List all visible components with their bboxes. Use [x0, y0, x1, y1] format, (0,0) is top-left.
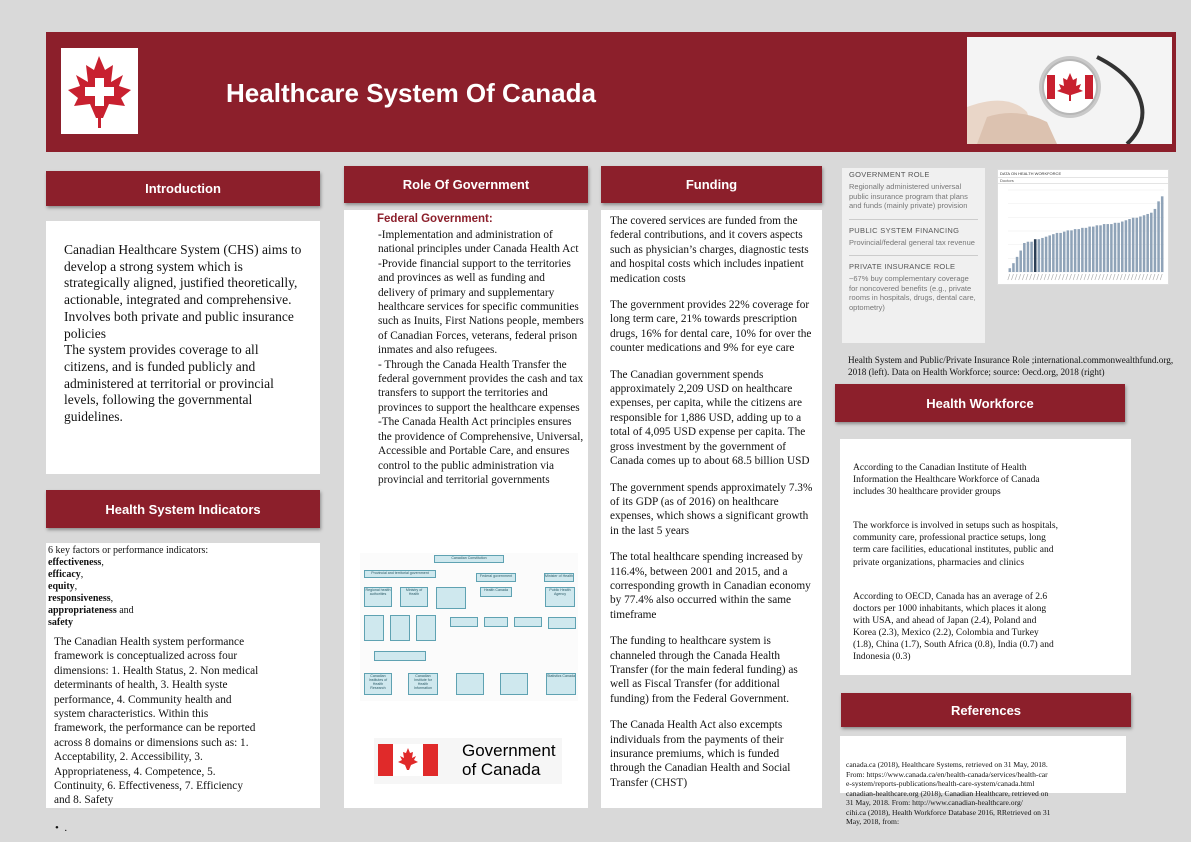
factor-item: appropriateness and: [48, 605, 134, 616]
org-chart-node: Federal government: [476, 573, 516, 582]
chart-bar[interactable]: [1161, 196, 1164, 272]
funding-paragraph: The government provides 22% coverage for long term care, 21% towards prescription drugs, 16% for dental care, 10% for over the counter medications and 9% for eye care: [610, 299, 812, 355]
government-of-canada-logo: [374, 738, 562, 784]
chart-tick-label: [1095, 274, 1097, 280]
funding-paragraph: The Canada Health Act also excempts individuals from the payments of their insurance premiums, which is funded through the Canadian Health and Social Transfer (CHST): [610, 719, 791, 789]
indicators-text: The Canadian Health system performance framework is conceptualized across four dimensions: 1. Health Status, 2. Non medical determinants of health, 3. Health syste performance, 4. Community health and system characteristics. Within this framework, the performance can be reported across 8 domains or dimensions such as: 1. Acceptability, 2. Accessibility, 3. Appropriateness, 4. Competence, 5. Continuity, 6. Effectiveness, 7. Efficiency and 8. Safety: [54, 636, 259, 807]
government-logo-text-1: Government: [462, 741, 556, 760]
chart-bar[interactable]: [1106, 224, 1109, 272]
government-item: -The Canada Health Act principles ensures the providence of Comprehensive, Universal, Accessible and Portable Care, and ensures control to the public administration via provincial and territorial governments: [378, 416, 584, 486]
chart-tick-label: [1091, 274, 1093, 280]
government-item: -Implementation and administration of national principles under Canada Health Act: [378, 229, 579, 256]
workforce-chart-title: DATA ON HEALTH WORKFORCE: [1000, 171, 1062, 176]
chart-tick-label: [1077, 274, 1079, 280]
chart-tick-label: [1099, 274, 1101, 280]
funding-text: [610, 214, 816, 790]
chart-bar[interactable]: [1056, 233, 1059, 272]
factor-item: efficacy,: [48, 569, 84, 580]
funding-paragraph: The Canadian government spends approximately 2,209 USD on healthcare expenses, per capita, while the citizens are responsible for 1,886 USD, adding up to a total of 4,095 USD expense per capita. The gross investment by the government of Canada comes up to about 68.5 billion USD: [610, 368, 810, 468]
org-chart-node: [456, 673, 484, 695]
chart-tick-label: [1160, 274, 1162, 280]
chart-bar[interactable]: [1070, 230, 1073, 272]
workforce-paragraph: According to the Canadian Institute of Health Information the Healthcare Workforce of Canada includes 30 healthcare provider groups: [853, 463, 1040, 498]
org-chart-node: [374, 651, 426, 661]
page-title: Healthcare System Of Canada: [226, 78, 596, 108]
org-chart-node: Canadian Institutes of Health Research: [364, 673, 392, 695]
role-block-title: PUBLIC SYSTEM FINANCING: [849, 225, 960, 235]
chart-tick-label: [1117, 274, 1119, 280]
chart-bar[interactable]: [1128, 219, 1131, 272]
chart-tick-label: [1026, 274, 1028, 280]
chart-tick-label: [1037, 274, 1039, 280]
reference-item: canadian-healthcare.org (2018), Canadian Healthcare, retrieved on 31 May, 2018. From: http://www.canadian-healthcare.org/: [846, 788, 1049, 807]
workforce-heading: Health Workforce: [835, 384, 1125, 422]
reference-item: canada.ca (2018), Healthcare Systems, retrieved on 31 May, 2018. From: https://www.canada.ca/en/health-canada/services/health-care-system/reports-publications/health-care-system/canada.html: [846, 760, 1048, 788]
chart-tick-label: [1022, 274, 1024, 280]
chart-bar[interactable]: [1099, 225, 1102, 272]
role-block-title: GOVERNMENT ROLE: [849, 170, 930, 179]
chart-bar[interactable]: [1114, 223, 1117, 272]
role-block-text: Provincial/federal general tax revenue: [849, 237, 975, 247]
government-item: - Through the Canada Health Transfer the federal government provides the cash and tax transfers to support the territories and provinces to support the healthcare expenses: [378, 358, 584, 414]
org-chart-node: [514, 617, 542, 627]
workforce-paragraph: The workforce is involved in setups such as hospitals, community care, professional practice setups, long term care facilities, educational institutes, public and private organizations, pharmacies and clinics: [853, 521, 1059, 568]
chart-bar[interactable]: [1052, 234, 1055, 272]
chart-bar[interactable]: [1117, 223, 1120, 272]
chart-tick-label: [1131, 274, 1133, 280]
chart-bar[interactable]: [1034, 239, 1037, 272]
workforce-chart-panel: [997, 169, 1169, 285]
role-block-title: PRIVATE INSURANCE ROLE: [849, 262, 956, 271]
funding-heading: Funding: [601, 166, 822, 203]
org-chart: [360, 553, 578, 701]
doctor-stethoscope-canada-flag-icon: [967, 37, 1172, 144]
funding-paragraph: The covered services are funded from the federal contributions, and it covers aspects such as physician’s charges, diagnostic tests and hospital costs which includes inpatient medication costs: [610, 215, 809, 285]
government-heading: Role Of Government: [344, 166, 588, 203]
chart-tick-label: [1109, 274, 1111, 280]
chart-tick-label: [1146, 274, 1148, 280]
chart-tick-label: [1033, 274, 1035, 280]
introduction-text-2: Involves both private and public insurance policies: [64, 308, 294, 341]
chart-bar[interactable]: [1088, 227, 1091, 272]
chart-tick-label: [1030, 274, 1032, 280]
indicators-panel: [46, 543, 320, 808]
chart-bar[interactable]: [1023, 243, 1026, 272]
chart-tick-label: [1069, 274, 1071, 280]
chart-tick-label: [1102, 274, 1104, 280]
chart-bar[interactable]: [1063, 232, 1066, 272]
workforce-panel: [840, 439, 1131, 675]
chart-tick-label: [1044, 274, 1046, 280]
chart-tick-label: [1040, 274, 1042, 280]
chart-tick-label: [1088, 274, 1090, 280]
reference-item: cihi.ca (2018), Health Workforce Database 2016, RRetrieved on 31 May, 2018, from:: [846, 807, 1051, 826]
org-chart-node: [484, 617, 508, 627]
indicators-bullet: • .: [55, 822, 68, 834]
chart-bar[interactable]: [1146, 214, 1149, 272]
chart-tick-label: [1124, 274, 1126, 280]
chart-bar[interactable]: [1041, 238, 1044, 272]
chart-bar[interactable]: [1150, 213, 1153, 272]
funding-paragraph: The government spends approximately 7.3% of its GDP (as of 2016) on healthcare expenses, which shows a significant growth in the last 5 years: [610, 481, 813, 537]
org-chart-node: Minister of Health: [544, 573, 574, 582]
chart-bar[interactable]: [1019, 251, 1022, 272]
indicators-intro: 6 key factors or performance indicators:: [48, 545, 209, 556]
government-logo-text-2: of Canada: [462, 760, 541, 779]
org-chart-node: [416, 615, 436, 641]
chart-tick-label: [1135, 274, 1137, 280]
government-item: -Provide financial support to the territories and provinces as well as funding and delivery of primary and supplementary healthcare services for specific communities such as Inuits, First Nations people, members of Canadian Forces, veterans, federal prison inmates and also refugees.: [378, 257, 584, 357]
factor-item: responsiveness,: [48, 593, 114, 604]
government-items: [378, 228, 584, 487]
chart-bar[interactable]: [1048, 235, 1051, 272]
chart-tick-label: [1008, 274, 1010, 280]
chart-bar[interactable]: [1059, 233, 1062, 272]
chart-bar[interactable]: [1081, 228, 1084, 272]
chart-tick-label: [1138, 274, 1140, 280]
org-chart-node: Canadian Institute for Health Information: [408, 673, 438, 695]
chart-bar[interactable]: [1139, 216, 1142, 272]
chart-tick-label: [1084, 274, 1086, 280]
org-chart-node: Regional health authorities: [364, 587, 392, 607]
chart-tick-label: [1149, 274, 1151, 280]
chart-bar[interactable]: [1092, 227, 1095, 272]
chart-bar[interactable]: [1121, 222, 1124, 272]
chart-bar[interactable]: [1132, 218, 1135, 272]
org-chart-top: Canadian Constitution: [434, 555, 504, 563]
chart-bar[interactable]: [1096, 225, 1099, 272]
chart-tick-label: [1128, 274, 1130, 280]
chart-bar[interactable]: [1074, 229, 1077, 272]
chart-tick-label: [1120, 274, 1122, 280]
chart-tick-label: [1015, 274, 1017, 280]
chart-tick-label: [1106, 274, 1108, 280]
funding-paragraph: The total healthcare spending increased by 116.4%, between 2001 and 2015, and a corresponding growth in Canadian economy by 77.4% also occurred within the same timeframe: [610, 551, 811, 621]
role-block-text: Regionally administered universal public insurance program that plans and funds (mainly private) provision: [849, 182, 968, 210]
references-list: [846, 760, 1051, 842]
introduction-heading: Introduction: [46, 171, 320, 206]
org-chart-node: Health Canada: [480, 587, 512, 597]
chart-tick-label: [1011, 274, 1013, 280]
org-chart-node: [500, 673, 528, 695]
org-chart-node: Provincial and territorial government: [364, 570, 436, 578]
chart-bar[interactable]: [1103, 224, 1106, 272]
org-chart-node: [390, 615, 410, 641]
chart-bar[interactable]: [1143, 215, 1146, 272]
chart-bar[interactable]: [1030, 242, 1033, 272]
canada-flag-icon: [378, 744, 438, 776]
chart-bar[interactable]: [1038, 239, 1041, 272]
chart-tick-label: [1142, 274, 1144, 280]
role-block-text: ~67% buy complementary coverage for noncovered benefits (e.g., private rooms in hospitals, drugs, dental care, optometry): [849, 274, 976, 312]
introduction-text-3: The system provides coverage to all citizens, and is funded publicly and administered at territorial or provincial levels, following the governmental guidelines.: [64, 342, 274, 425]
workforce-paragraph: According to OECD, Canada has an average of 2.6 doctors per 1000 inhabitants, which places it along with USA, and ahead of Japan (2.4), Poland and Korea (2.3), Mexico (2.2), Colombia and Turkey (1.8), China (1.7), South Africa (0.8), India (0.7) and Indonesia (0.3): [853, 591, 1054, 663]
introduction-panel: [46, 221, 320, 474]
chart-bar[interactable]: [1157, 201, 1160, 272]
org-chart-node: [436, 587, 466, 609]
figures-caption: Health System and Public/Private Insurance Role ;international.commonwealthfund.org, 2018 (left). Data on Health Workforce; source: Oecd.org, 2018 (right): [848, 355, 1174, 377]
chart-bar[interactable]: [1009, 268, 1012, 272]
chart-tick-label: [1051, 274, 1053, 280]
chart-bar[interactable]: [1067, 230, 1070, 272]
workforce-chart-toolbar: Doctors: [998, 177, 1168, 184]
chart-tick-label: [1113, 274, 1115, 280]
chart-bar[interactable]: [1016, 257, 1019, 272]
chart-bar[interactable]: [1154, 209, 1157, 272]
header-bar: [46, 32, 1176, 152]
funding-paragraph: The funding to healthcare system is channeled through the Canada Health Transfer (for the main federal funding) as well as Fiscal Transfer (for additional funding) from the Federal Government.: [610, 635, 798, 705]
header-photo: [967, 37, 1172, 144]
federal-government-subheading: Federal Government:: [377, 213, 493, 225]
chart-tick-label: [1055, 274, 1057, 280]
chart-bar[interactable]: [1027, 242, 1030, 272]
chart-bar[interactable]: [1110, 224, 1113, 272]
org-chart-node: [548, 617, 576, 629]
workforce-bar-chart: [998, 184, 1168, 284]
factor-item: effectiveness,: [48, 557, 104, 568]
chart-tick-label: [1157, 274, 1159, 280]
chart-bar[interactable]: [1077, 229, 1080, 272]
chart-tick-label: [1048, 274, 1050, 280]
chart-tick-label: [1062, 274, 1064, 280]
org-chart-node: Public Health Agency: [545, 587, 575, 607]
maple-leaf-cross-icon: [61, 48, 138, 134]
introduction-text-1: Canadian Healthcare System (CHS) aims to develop a strong system which is strategically aligned, justified theoretically, actionable, integrated and comprehensive.: [64, 242, 302, 308]
chart-tick-label: [1066, 274, 1068, 280]
chart-bar[interactable]: [1125, 220, 1128, 272]
org-chart-node: Statistics Canada: [546, 673, 576, 695]
factor-item: equity,: [48, 581, 78, 592]
org-chart-node: [364, 615, 384, 641]
org-chart-node: Ministry of Health: [400, 587, 428, 607]
chart-tick-label: [1153, 274, 1155, 280]
chart-bar[interactable]: [1085, 228, 1088, 272]
references-heading: References: [841, 693, 1131, 727]
chart-tick-label: [1080, 274, 1082, 280]
chart-bar[interactable]: [1045, 237, 1048, 272]
chart-tick-label: [1073, 274, 1075, 280]
org-chart-node: [450, 617, 478, 627]
indicators-heading: Health System Indicators: [46, 490, 320, 528]
factor-item: safety: [48, 617, 73, 628]
government-panel: [344, 210, 588, 808]
canada-health-logo: [61, 48, 138, 134]
chart-bar[interactable]: [1012, 263, 1015, 272]
chart-tick-label: [1019, 274, 1021, 280]
chart-bar[interactable]: [1136, 218, 1139, 272]
insurance-roles-figure: [842, 168, 985, 343]
chart-tick-label: [1059, 274, 1061, 280]
